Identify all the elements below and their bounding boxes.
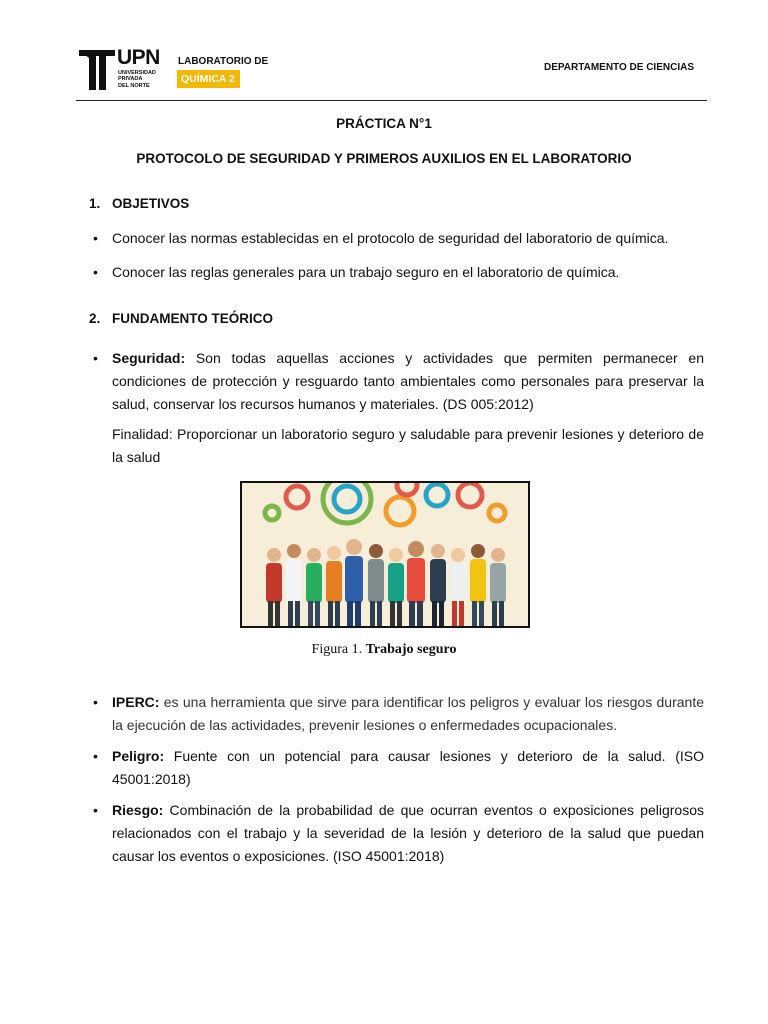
list-item-peligro: • Peligro: Fuente con un potencial para causar lesiones y deterioro de la salud. (ISO 45001:2018) [93,745,704,791]
bullet-icon: • [93,748,98,764]
list-item-seguridad: • Seguridad: Son todas aquellas acciones y actividades que permiten permanecer en condiciones de protección y resguardo tanto ambientales como personales para preservar la salud, conservar los recursos humanos y materiales. (DS 005:2012) [93,347,704,416]
lab-badge: QUÍMICA 2 [177,70,240,88]
teamwork-illustration-icon [242,483,528,626]
bullet-icon: • [93,264,98,280]
list-item: • Conocer las normas establecidas en el protocolo de seguridad del laboratorio de química. [93,227,704,250]
logo-text: UPN [117,46,160,69]
bullet-icon: • [93,230,98,246]
page-title: PRÁCTICA N°1 [336,116,432,131]
list-item-riesgo: • Riesgo: Combinación de la probabilidad de que ocurran eventos o exposiciones peligrosos relacionados con el trabajo y la severidad de la lesión y deterioro de la salud que puedan causar los eventos o exposiciones. (ISO 45001:2018) [93,799,704,868]
bullet-icon: • [93,350,98,366]
bullet-icon: • [93,694,98,710]
bullet-icon: • [93,802,98,818]
figure-trabajo-seguro [240,481,530,628]
page-header [76,44,707,101]
section-heading-fundamento: 2. FUNDAMENTO TEÓRICO [89,311,273,326]
figure-caption: Figura 1. Trabajo seguro [311,642,457,657]
list-item: • Conocer las reglas generales para un trabajo seguro en el laboratorio de química. [93,261,704,284]
page-subtitle: PROTOCOLO DE SEGURIDAD Y PRIMEROS AUXILIOS EN EL LABORATORIO [136,151,632,166]
section-heading-objetivos: 1. OBJETIVOS [89,196,190,211]
finalidad-paragraph: Finalidad: Proporcionar un laboratorio seguro y saludable para prevenir lesiones y deterioro de la salud [112,426,704,465]
logo-subtext: UNIVERSIDAD PRIVADA DEL NORTE [118,70,156,89]
lab-title: LABORATORIO DE [178,56,269,67]
department-label: DEPARTAMENTO DE CIENCIAS [543,62,694,73]
list-item-iperc: • IPERC: es una herramienta que sirve para identificar los peligros y evaluar los riesgos durante la ejecución de las actividades, prevenir lesiones o enfermedades ocupacionales. [93,691,704,737]
upn-logo-icon [76,44,118,92]
